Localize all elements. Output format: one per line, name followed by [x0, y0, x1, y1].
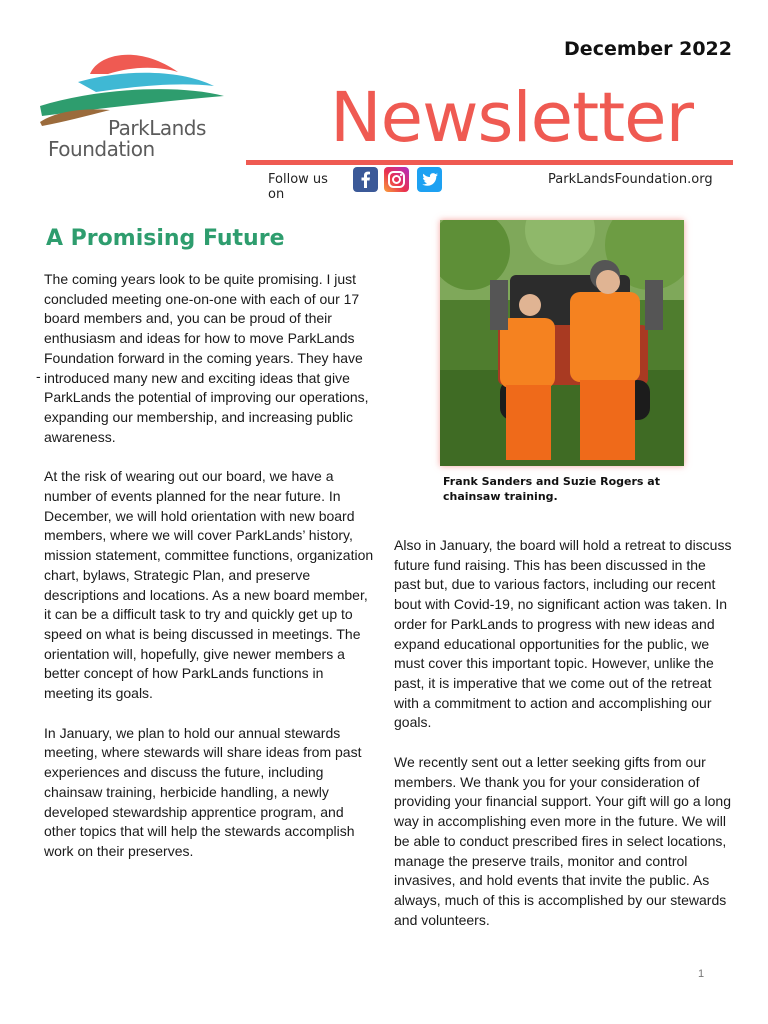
chainsaw-training-photo	[440, 220, 684, 466]
right-column	[394, 536, 734, 930]
article-heading: A Promising Future	[46, 226, 285, 251]
article-paragraph: We recently sent out a letter seeking gifts from our members. We thank you for your consideration of providing your financial support. Your gift will go a long way in accomplishing even more in the future. We will be able to conduct prescribed fires in select locations, manage the preserve trails, monitor and control invasives, and hold events that invite the public. As always, much of this is accomplished by our stewards and volunteers.	[394, 754, 731, 928]
article-paragraph: In January, we plan to hold our annual stewards meeting, where stewards will share ideas from past experiences and discuss the future, including chainsaw training, herbicide handling, a newly developed stewardship apprentice program, and other topics that will help the stewards accomplish work on their preserves.	[44, 724, 362, 859]
twitter-icon[interactable]	[417, 167, 442, 192]
title-rule	[246, 160, 733, 165]
logo-red-wave	[90, 55, 178, 74]
logo-name-line1: ParkLands	[108, 116, 206, 140]
follow-us-label: Follow us on	[268, 172, 328, 202]
left-column	[44, 270, 374, 862]
margin-dash: -	[36, 368, 41, 384]
logo-name-line2: Foundation	[48, 137, 155, 161]
page-number: 1	[698, 968, 705, 980]
newsletter-date: December 2022	[564, 38, 732, 60]
logo-blue-wave	[78, 73, 214, 92]
article-paragraph: The coming years look to be quite promising. I just concluded meeting one-on-one with each of our 17 board members and, you can be proud of their enthusiasm and ideas for how to move ParkLands Foundation forward in the coming years. They have introduced many new and exciting ideas that give ParkLands the potential of improving our operations, expanding our membership, and increasing public awareness.	[44, 271, 369, 445]
website-link[interactable]: ParkLandsFoundation.org	[548, 172, 713, 187]
facebook-icon[interactable]	[353, 167, 378, 192]
article-paragraph: Also in January, the board will hold a retreat to discuss future fund raising. This has been discussed in the past but, due to various factors, including our recent bout with Covid-19, no significant action was taken. In order for ParkLands to progress with new ideas and expand educational opportunities for the public, we must cover this important topic. However, unlike the past, it is imperative that we come out of the retreat with a commitment to action and accomplishing our goals.	[394, 537, 732, 731]
instagram-icon[interactable]	[384, 167, 409, 192]
newsletter-title: Newsletter	[330, 78, 693, 158]
article-paragraph: At the risk of wearing out our board, we have a number of events planned for the near future. In December, we will hold orientation with new board members, where we will cover ParkLands’ history, mission statement, committee functions, organization chart, bylaws, Strategic Plan, and preserve descriptions and locations. As a new board member, it can be a difficult task to try and quickly get up to speed on what is being discussed in meetings. The orientation will, hopefully, give newer members a better concept of how ParkLands functions in meeting its goals.	[44, 468, 374, 702]
photo-caption: Frank Sanders and Suzie Rogers at chainsaw training.	[443, 475, 660, 503]
